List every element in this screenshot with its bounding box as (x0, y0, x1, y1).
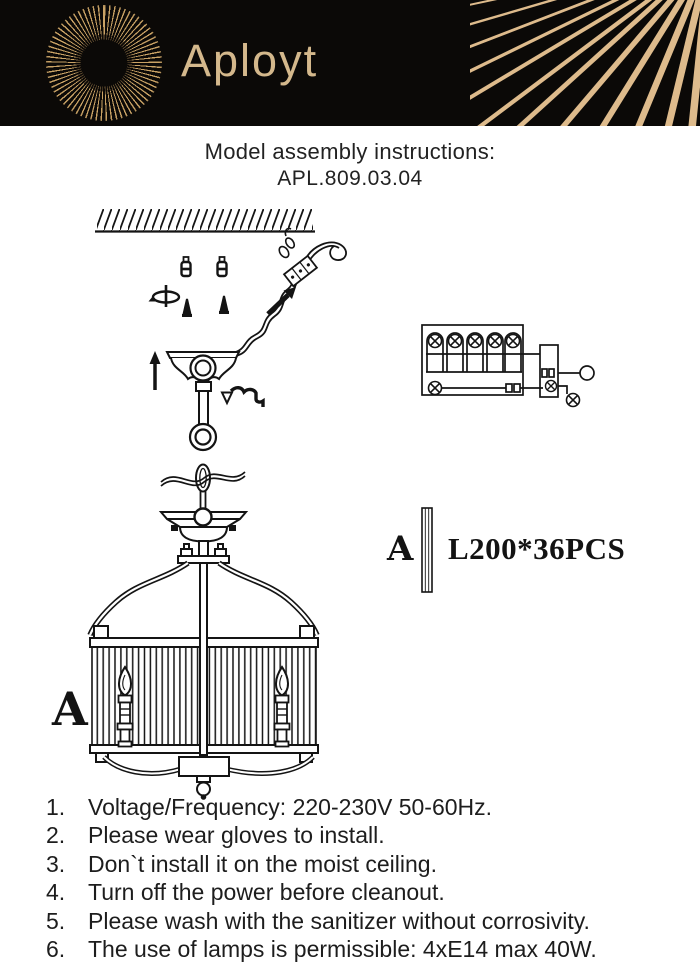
item-number: 6. (46, 936, 66, 963)
screw-icon (182, 299, 192, 316)
instruction-item (46, 793, 676, 821)
instruction-item (46, 935, 676, 963)
instruction-item (46, 878, 676, 906)
item-number: 4. (46, 879, 66, 906)
item-number: 3. (46, 850, 66, 877)
item-number: 2. (46, 822, 66, 849)
instruction-item (46, 907, 676, 935)
wall-anchor-icon (182, 257, 191, 276)
ceiling-hatch-drawing (95, 209, 315, 232)
hook-tool-drawing (222, 388, 263, 407)
rod-part-drawing (422, 508, 432, 592)
connect-direction-arrow (268, 287, 296, 314)
center-rod-drawing (200, 563, 207, 755)
assembly-diagram (0, 195, 700, 810)
model-number: APL.809.03.04 (277, 167, 423, 190)
brand-header (0, 0, 700, 126)
item-text: Don`t install it on the moist ceiling. (88, 850, 437, 877)
wire-nuts-drawing (277, 228, 296, 259)
fixture-label-a: A (52, 682, 88, 736)
item-text: Voltage/Frequency: 220-230V 50-60Hz. (88, 794, 493, 820)
brand-name: Aployt (181, 35, 319, 86)
item-number: 5. (46, 907, 66, 934)
instruction-item (46, 821, 676, 849)
rotate-arrow-icon (149, 285, 180, 307)
item-text: Please wash with the sanitizer without corrosivity. (88, 907, 590, 934)
instruction-list (46, 793, 676, 963)
terminal-block-drawing (284, 256, 317, 286)
candle-bulb-drawing (118, 667, 133, 747)
corner-rays-decoration (470, 0, 700, 126)
part-label-a: A (387, 529, 414, 569)
chain-drawing (190, 424, 216, 512)
item-text: The use of lamps is permissible: 4xE14 max 40W. (88, 936, 597, 963)
wall-anchor-icon (218, 257, 227, 276)
bobeche-drawing (161, 509, 246, 561)
item-text: Please wear gloves to install. (88, 822, 385, 849)
item-text: Turn off the power before cleanout. (88, 879, 445, 906)
instruction-item (46, 850, 676, 878)
part-spec-label: L200*36PCS (448, 531, 626, 566)
screw-icon (219, 296, 229, 313)
item-number: 1. (46, 794, 66, 820)
cable-through-chain-drawing (161, 472, 245, 486)
circuit-diagram-drawing (422, 325, 594, 407)
candle-bulb-drawing (275, 667, 290, 747)
sunburst-logo-icon (46, 5, 162, 121)
canopy-drawing (167, 352, 239, 425)
up-arrow-icon (150, 351, 161, 390)
mains-wire-drawing (233, 242, 346, 356)
page-title: Model assembly instructions: (204, 139, 496, 164)
